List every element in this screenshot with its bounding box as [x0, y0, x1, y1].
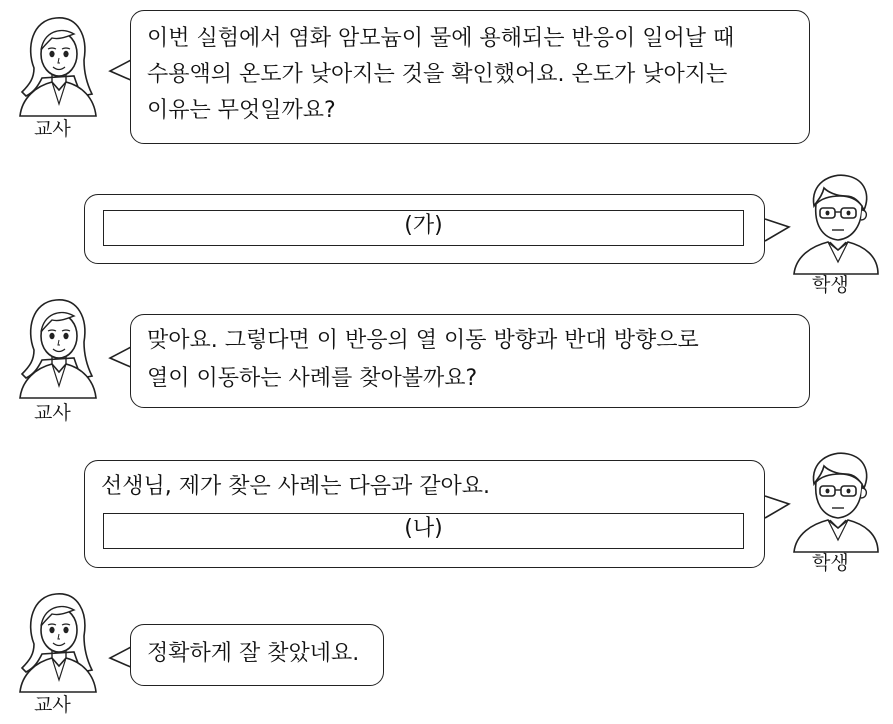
- teacher-label: 교사: [34, 402, 71, 424]
- speech-bubble-teacher-2: [130, 314, 810, 408]
- student-label: 학생: [812, 274, 849, 296]
- student-avatar-icon: [790, 444, 880, 554]
- bubble-line: 열이 이동하는 사례를 찾아볼까요?: [147, 366, 478, 391]
- teacher-label: 교사: [34, 694, 71, 716]
- bubble-tail: [763, 215, 793, 245]
- student-label: 학생: [812, 552, 849, 574]
- answer-blank-na: (나): [103, 513, 744, 549]
- bubble-tail: [763, 492, 793, 522]
- speech-bubble-teacher-1: [130, 10, 810, 144]
- bubble-line: 선생님, 제가 찾은 사례는 다음과 같아요.: [101, 474, 490, 499]
- speech-bubble-teacher-3: [130, 624, 384, 686]
- bubble-line: 정확하게 잘 찾았네요.: [147, 641, 360, 666]
- teacher-avatar-icon: [12, 584, 102, 694]
- bubble-line: 이번 실험에서 염화 암모늄이 물에 용해되는 반응이 일어날 때: [147, 26, 735, 51]
- bubble-line: 수용액의 온도가 낮아지는 것을 확인했어요. 온도가 낮아지는: [147, 62, 728, 87]
- teacher-avatar-icon: [12, 290, 102, 400]
- speech-bubble-student-1: [84, 194, 765, 264]
- bubble-line: 이유는 무엇일까요?: [147, 98, 336, 123]
- teacher-avatar-icon: [12, 8, 102, 118]
- student-avatar-icon: [790, 166, 880, 276]
- speech-bubble-student-2: [84, 460, 765, 568]
- bubble-line: 맞아요. 그렇다면 이 반응의 열 이동 방향과 반대 방향으로: [147, 328, 699, 353]
- teacher-label: 교사: [34, 118, 71, 140]
- answer-blank-ga: (가): [103, 210, 744, 246]
